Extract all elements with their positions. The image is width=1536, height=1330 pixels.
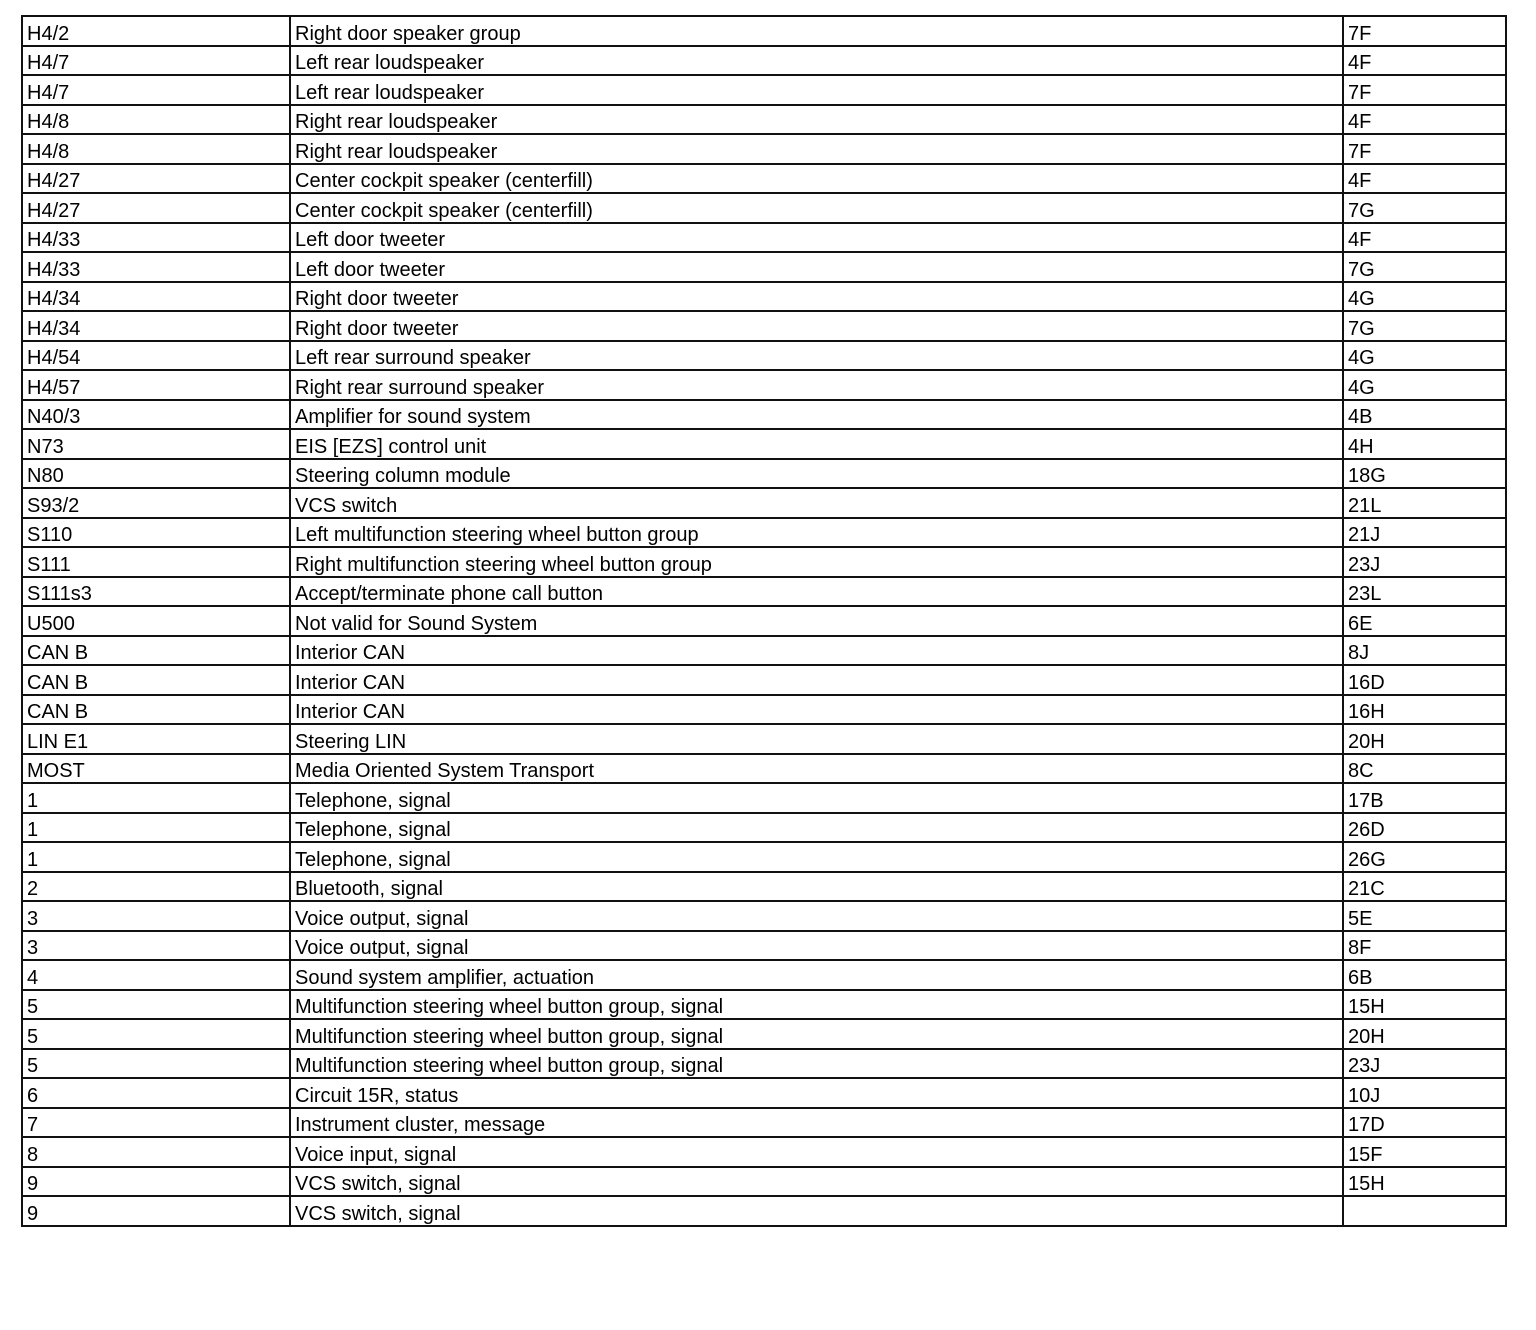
component-description-text: Right door tweeter — [295, 288, 459, 310]
component-code-cell — [22, 960, 290, 990]
component-code-cell — [22, 754, 290, 784]
grid-location-text: 8F — [1348, 937, 1372, 959]
component-description-text: Accept/terminate phone call button — [295, 583, 603, 605]
table-row — [22, 518, 1506, 548]
grid-location-text: 4H — [1348, 435, 1374, 458]
component-code-cell — [22, 46, 290, 76]
grid-location-text: 17B — [1348, 789, 1384, 812]
component-description-cell — [290, 429, 1343, 459]
table-row — [22, 105, 1506, 135]
component-code-text: H4/33 — [27, 258, 81, 281]
grid-location-cell — [1343, 282, 1506, 312]
grid-location-cell — [1343, 547, 1506, 577]
component-code-text: 4 — [27, 966, 39, 989]
table-row — [22, 931, 1506, 961]
table-row — [22, 134, 1506, 164]
grid-location-text: 15H — [1348, 1173, 1385, 1195]
component-description-text: Media Oriented System Transport — [295, 760, 595, 782]
grid-location-cell — [1343, 665, 1506, 695]
grid-location-text: 5E — [1348, 907, 1373, 930]
component-description-cell — [290, 1137, 1343, 1167]
grid-location-text: 4G — [1348, 288, 1375, 310]
component-description-text: Multifunction steering wheel button group, signal — [295, 996, 724, 1018]
component-description-text: VCS switch, signal — [295, 1173, 461, 1195]
grid-location-cell — [1343, 931, 1506, 961]
component-code-cell — [22, 1167, 290, 1197]
component-code-cell — [22, 872, 290, 902]
grid-location-cell — [1343, 1019, 1506, 1049]
component-code-text: 5 — [27, 996, 39, 1018]
grid-location-text: 6E — [1348, 612, 1373, 635]
component-code-cell — [22, 547, 290, 577]
component-description-cell — [290, 75, 1343, 105]
grid-location-cell — [1343, 577, 1506, 607]
component-code-text: 2 — [27, 878, 39, 900]
grid-location-cell — [1343, 105, 1506, 135]
component-code-text: H4/34 — [27, 317, 81, 340]
component-description-text: Steering LIN — [295, 730, 407, 753]
component-code-cell — [22, 901, 290, 931]
component-description-text: Multifunction steering wheel button group, signal — [295, 1055, 724, 1077]
component-description-text: Left door tweeter — [295, 258, 446, 281]
grid-location-cell — [1343, 134, 1506, 164]
component-code-cell — [22, 223, 290, 253]
table-row — [22, 813, 1506, 843]
component-code-cell — [22, 931, 290, 961]
component-description-cell — [290, 842, 1343, 872]
grid-location-text: 7F — [1348, 22, 1372, 45]
grid-location-cell — [1343, 252, 1506, 282]
grid-location-cell — [1343, 901, 1506, 931]
component-description-cell — [290, 105, 1343, 135]
table-row — [22, 341, 1506, 371]
grid-location-cell — [1343, 636, 1506, 666]
component-description-text: Left door tweeter — [295, 229, 446, 251]
component-description-text: Right door tweeter — [295, 317, 459, 340]
grid-location-cell — [1343, 16, 1506, 46]
component-description-text: Steering column module — [295, 465, 511, 487]
component-code-text: 8 — [27, 1143, 39, 1166]
component-description-text: Interior CAN — [295, 671, 406, 694]
component-description-text: Voice input, signal — [295, 1143, 457, 1166]
component-code-text: CAN B — [27, 671, 89, 694]
component-description-cell — [290, 341, 1343, 371]
component-description-text: Interior CAN — [295, 701, 406, 723]
component-code-text: 6 — [27, 1084, 39, 1107]
grid-location-text: 4F — [1348, 111, 1372, 133]
component-code-cell — [22, 105, 290, 135]
component-description-cell — [290, 370, 1343, 400]
component-code-cell — [22, 813, 290, 843]
component-description-cell — [290, 665, 1343, 695]
component-description-cell — [290, 813, 1343, 843]
component-description-cell — [290, 518, 1343, 548]
table-row — [22, 724, 1506, 754]
component-description-text: Right rear loudspeaker — [295, 111, 498, 133]
component-code-text: 9 — [27, 1173, 39, 1195]
table-row — [22, 990, 1506, 1020]
component-description-cell — [290, 754, 1343, 784]
component-description-text: Center cockpit speaker (centerfill) — [295, 199, 593, 222]
table-row — [22, 695, 1506, 725]
table-row — [22, 901, 1506, 931]
grid-location-cell — [1343, 311, 1506, 341]
legend-table-body — [22, 16, 1506, 1226]
component-description-text: Not valid for Sound System — [295, 612, 538, 635]
component-code-text: S111 — [27, 553, 71, 576]
table-row — [22, 75, 1506, 105]
grid-location-cell — [1343, 606, 1506, 636]
table-row — [22, 16, 1506, 46]
component-description-text: Amplifier for sound system — [295, 406, 531, 428]
grid-location-cell — [1343, 990, 1506, 1020]
grid-location-text: 16D — [1348, 671, 1385, 694]
component-description-text: Right door speaker group — [295, 22, 521, 45]
component-code-text: H4/2 — [27, 22, 70, 45]
table-row — [22, 606, 1506, 636]
component-description-cell — [290, 1108, 1343, 1138]
component-description-text: Center cockpit speaker (centerfill) — [295, 170, 593, 192]
component-description-cell — [290, 1049, 1343, 1079]
table-row — [22, 429, 1506, 459]
component-description-text: Right rear surround speaker — [295, 376, 545, 399]
table-row — [22, 223, 1506, 253]
component-code-text: H4/8 — [27, 111, 70, 133]
table-row — [22, 842, 1506, 872]
component-description-text: Right multifunction steering wheel button group — [295, 553, 712, 576]
grid-location-text: 26G — [1348, 848, 1386, 871]
component-description-text: Interior CAN — [295, 642, 406, 664]
table-row — [22, 547, 1506, 577]
table-row — [22, 577, 1506, 607]
grid-location-text: 7F — [1348, 81, 1372, 104]
component-code-text: 3 — [27, 907, 39, 930]
component-description-cell — [290, 901, 1343, 931]
component-legend-table — [21, 15, 1507, 1227]
component-description-text: Left multifunction steering wheel button group — [295, 524, 699, 546]
table-row — [22, 1167, 1506, 1197]
component-code-cell — [22, 488, 290, 518]
component-legend-sheet — [21, 15, 1505, 1227]
component-description-cell — [290, 400, 1343, 430]
grid-location-text: 15F — [1348, 1143, 1383, 1166]
component-description-cell — [290, 459, 1343, 489]
table-row — [22, 252, 1506, 282]
grid-location-text: 8C — [1348, 760, 1374, 782]
component-description-cell — [290, 16, 1343, 46]
grid-location-text: 21C — [1348, 878, 1385, 900]
component-code-text: 5 — [27, 1055, 39, 1077]
component-code-cell — [22, 1078, 290, 1108]
component-description-text: Voice output, signal — [295, 937, 469, 959]
grid-location-text: 4G — [1348, 376, 1375, 399]
grid-location-text: 20H — [1348, 730, 1385, 753]
grid-location-text: 8J — [1348, 642, 1370, 664]
component-description-text: Right rear loudspeaker — [295, 140, 498, 163]
component-description-text: Voice output, signal — [295, 907, 469, 930]
table-row — [22, 1196, 1506, 1226]
grid-location-cell — [1343, 370, 1506, 400]
component-description-cell — [290, 252, 1343, 282]
table-row — [22, 1137, 1506, 1167]
component-code-cell — [22, 459, 290, 489]
grid-location-text: 23J — [1348, 553, 1381, 576]
component-code-text: CAN B — [27, 642, 89, 664]
grid-location-cell — [1343, 1167, 1506, 1197]
component-code-text: N80 — [27, 465, 64, 487]
component-description-cell — [290, 990, 1343, 1020]
component-description-text: EIS [EZS] control unit — [295, 435, 487, 458]
component-code-text: H4/8 — [27, 140, 70, 163]
grid-location-cell — [1343, 488, 1506, 518]
grid-location-cell — [1343, 783, 1506, 813]
table-row — [22, 164, 1506, 194]
component-code-cell — [22, 990, 290, 1020]
component-code-cell — [22, 695, 290, 725]
grid-location-cell — [1343, 695, 1506, 725]
component-code-cell — [22, 1137, 290, 1167]
grid-location-cell — [1343, 341, 1506, 371]
component-description-text: Telephone, signal — [295, 789, 451, 812]
component-description-text: Bluetooth, signal — [295, 878, 443, 900]
grid-location-text: 23L — [1348, 583, 1382, 605]
component-code-text: H4/27 — [27, 170, 81, 192]
component-description-cell — [290, 960, 1343, 990]
component-description-cell — [290, 193, 1343, 223]
table-row — [22, 636, 1506, 666]
grid-location-cell — [1343, 429, 1506, 459]
component-code-cell — [22, 636, 290, 666]
component-code-cell — [22, 311, 290, 341]
component-code-text: H4/27 — [27, 199, 81, 222]
grid-location-text: 16H — [1348, 701, 1385, 723]
component-code-cell — [22, 282, 290, 312]
component-description-cell — [290, 547, 1343, 577]
table-row — [22, 370, 1506, 400]
table-row — [22, 1078, 1506, 1108]
component-code-cell — [22, 193, 290, 223]
component-description-cell — [290, 311, 1343, 341]
component-description-cell — [290, 872, 1343, 902]
table-row — [22, 311, 1506, 341]
table-row — [22, 459, 1506, 489]
component-code-text: 9 — [27, 1202, 39, 1225]
component-code-cell — [22, 842, 290, 872]
component-code-text: H4/34 — [27, 288, 81, 310]
grid-location-text: 15H — [1348, 996, 1385, 1018]
component-code-cell — [22, 134, 290, 164]
component-code-text: H4/7 — [27, 81, 70, 104]
grid-location-cell — [1343, 193, 1506, 223]
table-row — [22, 46, 1506, 76]
component-code-cell — [22, 75, 290, 105]
component-description-text: Instrument cluster, message — [295, 1114, 546, 1136]
component-code-cell — [22, 577, 290, 607]
component-code-cell — [22, 341, 290, 371]
grid-location-text: 4F — [1348, 229, 1372, 251]
component-code-cell — [22, 252, 290, 282]
component-code-cell — [22, 1019, 290, 1049]
table-row — [22, 488, 1506, 518]
component-code-cell — [22, 783, 290, 813]
grid-location-text: 23J — [1348, 1055, 1381, 1077]
grid-location-cell — [1343, 872, 1506, 902]
grid-location-text: 4F — [1348, 170, 1372, 192]
component-description-text: Left rear loudspeaker — [295, 81, 485, 104]
component-code-text: H4/7 — [27, 52, 70, 74]
component-description-text: Left rear surround speaker — [295, 347, 531, 369]
grid-location-cell — [1343, 1137, 1506, 1167]
component-description-cell — [290, 1078, 1343, 1108]
component-description-cell — [290, 931, 1343, 961]
grid-location-text: 18G — [1348, 465, 1386, 487]
grid-location-cell — [1343, 813, 1506, 843]
component-code-text: 7 — [27, 1114, 39, 1136]
component-code-text: S93/2 — [27, 494, 80, 517]
component-code-cell — [22, 606, 290, 636]
component-description-cell — [290, 164, 1343, 194]
component-description-cell — [290, 488, 1343, 518]
table-row — [22, 1019, 1506, 1049]
grid-location-text: 26D — [1348, 819, 1385, 841]
grid-location-cell — [1343, 75, 1506, 105]
component-code-cell — [22, 1196, 290, 1226]
table-row — [22, 783, 1506, 813]
component-code-text: CAN B — [27, 701, 89, 723]
grid-location-cell — [1343, 960, 1506, 990]
component-description-text: Sound system amplifier, actuation — [295, 966, 595, 989]
grid-location-cell — [1343, 46, 1506, 76]
grid-location-text: 7F — [1348, 140, 1372, 163]
grid-location-text: 21J — [1348, 524, 1381, 546]
component-code-text: 1 — [27, 848, 39, 871]
component-description-cell — [290, 724, 1343, 754]
grid-location-text: 20H — [1348, 1025, 1385, 1048]
component-code-cell — [22, 400, 290, 430]
component-description-cell — [290, 1196, 1343, 1226]
component-code-text: 1 — [27, 819, 39, 841]
component-code-text: S110 — [27, 524, 73, 546]
component-code-text: H4/57 — [27, 376, 81, 399]
table-row — [22, 754, 1506, 784]
grid-location-cell — [1343, 223, 1506, 253]
component-code-text: S111s3 — [27, 583, 92, 605]
component-description-cell — [290, 783, 1343, 813]
component-code-cell — [22, 164, 290, 194]
grid-location-cell — [1343, 459, 1506, 489]
component-code-cell — [22, 724, 290, 754]
table-row — [22, 960, 1506, 990]
component-description-text: VCS switch — [295, 494, 398, 517]
grid-location-text: 4G — [1348, 347, 1375, 369]
table-row — [22, 665, 1506, 695]
table-row — [22, 1049, 1506, 1079]
grid-location-cell — [1343, 842, 1506, 872]
grid-location-cell — [1343, 1196, 1506, 1226]
component-description-cell — [290, 695, 1343, 725]
component-description-cell — [290, 134, 1343, 164]
grid-location-cell — [1343, 164, 1506, 194]
component-description-cell — [290, 46, 1343, 76]
table-row — [22, 400, 1506, 430]
component-code-cell — [22, 665, 290, 695]
component-description-cell — [290, 636, 1343, 666]
grid-location-cell — [1343, 1108, 1506, 1138]
grid-location-text: 21L — [1348, 494, 1382, 517]
component-code-text: LIN E1 — [27, 730, 89, 753]
table-row — [22, 282, 1506, 312]
grid-location-cell — [1343, 724, 1506, 754]
grid-location-cell — [1343, 754, 1506, 784]
component-code-text: 3 — [27, 937, 39, 959]
component-code-cell — [22, 1108, 290, 1138]
component-code-cell — [22, 429, 290, 459]
component-code-cell — [22, 518, 290, 548]
grid-location-text: 10J — [1348, 1084, 1381, 1107]
component-code-cell — [22, 1049, 290, 1079]
grid-location-cell — [1343, 518, 1506, 548]
component-code-text: 5 — [27, 1025, 39, 1048]
component-description-text: Multifunction steering wheel button group, signal — [295, 1025, 724, 1048]
grid-location-text: 4B — [1348, 406, 1373, 428]
grid-location-cell — [1343, 1078, 1506, 1108]
component-code-cell — [22, 16, 290, 46]
grid-location-text: 4F — [1348, 52, 1372, 74]
grid-location-text: 7G — [1348, 317, 1375, 340]
grid-location-text: 7G — [1348, 199, 1375, 222]
component-description-text: Telephone, signal — [295, 819, 451, 841]
grid-location-cell — [1343, 400, 1506, 430]
component-description-cell — [290, 577, 1343, 607]
component-description-text: Circuit 15R, status — [295, 1084, 459, 1107]
component-code-text: 1 — [27, 789, 39, 812]
table-row — [22, 1108, 1506, 1138]
component-description-cell — [290, 1167, 1343, 1197]
component-description-cell — [290, 282, 1343, 312]
table-row — [22, 193, 1506, 223]
component-description-cell — [290, 223, 1343, 253]
component-code-cell — [22, 370, 290, 400]
grid-location-text: 17D — [1348, 1114, 1385, 1136]
component-code-text: H4/54 — [27, 347, 81, 369]
component-code-text: N40/3 — [27, 406, 81, 428]
grid-location-cell — [1343, 1049, 1506, 1079]
component-description-cell — [290, 606, 1343, 636]
component-code-text: H4/33 — [27, 229, 81, 251]
component-description-text: VCS switch, signal — [295, 1202, 461, 1225]
component-code-text: N73 — [27, 435, 64, 458]
component-description-text: Left rear loudspeaker — [295, 52, 485, 74]
component-code-text: MOST — [27, 760, 85, 782]
component-description-cell — [290, 1019, 1343, 1049]
component-description-text: Telephone, signal — [295, 848, 451, 871]
grid-location-text: 6B — [1348, 966, 1373, 989]
component-code-text: U500 — [27, 612, 75, 635]
grid-location-text: 7G — [1348, 258, 1375, 281]
table-row — [22, 872, 1506, 902]
